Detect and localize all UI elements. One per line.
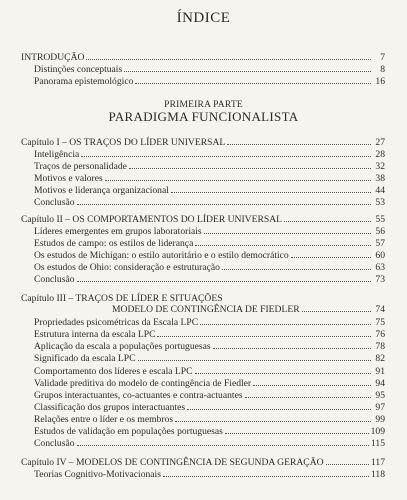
toc-entry-page: 28 <box>375 149 385 160</box>
leader-dots <box>225 426 369 434</box>
toc-entry-text: Os estudos de Michigan: o estilo autoritário e o estilo democrático <box>34 250 289 261</box>
toc-entry-text: Conclusão <box>34 274 75 285</box>
toc-entry-text: Distinções conceptuais <box>34 64 123 75</box>
chapter-title: Capítulo III – TRAÇOS DE LÍDER E SITUAÇÕES <box>21 293 223 304</box>
page-title: ÍNDICE <box>176 10 231 26</box>
leader-dots <box>135 76 371 84</box>
toc-entry <box>34 341 385 352</box>
leader-dots <box>187 402 371 410</box>
leader-dots <box>291 250 371 258</box>
toc-entry-text: Estudos de campo: os estilos de liderança <box>34 238 194 249</box>
toc-entry <box>34 226 385 237</box>
leader-dots <box>213 341 371 349</box>
chapter-subtitle: MODELO DE CONTINGÊNCIA DE FIEDLER <box>112 304 300 315</box>
leader-dots <box>302 304 371 312</box>
toc-entry <box>34 353 385 364</box>
toc-entry <box>34 149 385 160</box>
chapter-page: 27 <box>375 137 385 148</box>
part-title: PARADIGMA FUNCIONALISTA <box>108 109 299 124</box>
toc-entry-text: Motivos e valores <box>34 173 103 184</box>
leader-dots <box>326 457 369 465</box>
toc-entry-page: 99 <box>375 414 385 425</box>
toc-entry-text: Conclusão <box>34 197 75 208</box>
toc-entry-text: Validade preditiva do modelo de contingência de Fiedler <box>34 378 252 389</box>
toc-entry-text: Aplicação da escala a populações portuguesas <box>34 341 211 352</box>
toc-entry-text: Classificação dos grupos interactuantes <box>34 402 186 413</box>
toc-entry-text: Estrutura interna da escala LPC <box>34 329 156 340</box>
leader-dots <box>77 274 371 282</box>
leader-dots <box>195 238 371 246</box>
toc-entry <box>34 262 385 273</box>
leader-dots <box>171 185 371 193</box>
toc-entry-page: 118 <box>370 469 385 480</box>
toc-entry-page: 32 <box>375 161 385 172</box>
toc-entry-text: Conclusão <box>34 438 75 449</box>
toc-entry-page: 44 <box>375 185 385 196</box>
toc-entry-page: 60 <box>375 250 385 261</box>
toc-entry-page: 63 <box>375 262 385 273</box>
chapter-heading <box>112 304 385 315</box>
toc-entry-page: 57 <box>375 238 385 249</box>
toc-entry <box>34 390 385 401</box>
toc-entry-text: Motivos e liderança organizacional <box>34 185 169 196</box>
leader-dots <box>81 149 371 157</box>
chapter-title: Capítulo I – OS TRAÇOS DO LÍDER UNIVERSAL <box>21 137 226 148</box>
leader-dots <box>253 378 371 386</box>
toc-entry-text: Comportamento dos líderes e escala LPC <box>34 366 193 377</box>
toc-entry-text: Panorama epistemológico <box>34 76 134 87</box>
toc-entry-page: 56 <box>375 226 385 237</box>
toc-entry-text: Os estudos de Ohio: consideração e estruturação <box>34 262 220 273</box>
toc-entry-text: Significado da escala LPC <box>34 353 136 364</box>
toc-entry <box>34 64 385 75</box>
leader-dots <box>77 197 371 205</box>
toc-entry <box>34 274 385 285</box>
toc-entry <box>34 76 385 87</box>
toc-entry-page: 53 <box>375 197 385 208</box>
toc-entry <box>34 329 385 340</box>
toc-entry <box>34 197 385 208</box>
toc-entry <box>34 426 385 437</box>
toc-entry-text: Traços de personalidade <box>34 161 127 172</box>
toc-entry <box>34 438 385 449</box>
toc-entry-page: 76 <box>375 329 385 340</box>
toc-entry-page: 75 <box>375 317 385 328</box>
toc-entry-text: Propriedades psicométricas da Escala LPC <box>34 317 199 328</box>
toc-entry <box>34 238 385 249</box>
toc-entry <box>34 402 385 413</box>
leader-dots <box>129 161 371 169</box>
leader-dots <box>163 469 369 477</box>
toc-entry-text: Relações entre o líder e os membros <box>34 414 174 425</box>
leader-dots <box>245 390 371 398</box>
toc-entry <box>34 378 385 389</box>
toc-entry <box>34 317 385 328</box>
toc-entry-page: 115 <box>370 438 385 449</box>
leader-dots <box>284 214 371 222</box>
toc-entry-page: 91 <box>375 366 385 377</box>
toc-entry <box>34 414 385 425</box>
leader-dots <box>157 329 371 337</box>
chapter-page: 55 <box>375 214 385 225</box>
toc-entry <box>34 250 385 261</box>
toc-entry-page: 8 <box>380 64 385 75</box>
chapter-heading <box>21 457 385 468</box>
toc-entry <box>34 161 385 172</box>
toc-entry <box>21 52 385 63</box>
leader-dots <box>200 317 371 325</box>
leader-dots <box>77 438 369 446</box>
toc-entry-page: 38 <box>375 173 385 184</box>
toc-entry-page: 109 <box>370 426 385 437</box>
toc-entry <box>34 185 385 196</box>
toc-entry-page: 16 <box>375 76 385 87</box>
leader-dots <box>175 414 371 422</box>
part-label: PRIMEIRA PARTE <box>164 100 243 110</box>
toc-entry-text: Estudos de validação em populações portuguesas <box>34 426 223 437</box>
toc-entry-page: 73 <box>375 274 385 285</box>
leader-dots <box>222 262 371 270</box>
toc-entry <box>34 469 385 480</box>
toc-entry-page: 94 <box>375 378 385 389</box>
chapter-title: Capítulo II – OS COMPORTAMENTOS DO LÍDER UNIVERSAL <box>21 214 282 225</box>
chapter-page: 117 <box>370 457 385 468</box>
leader-dots <box>124 64 371 72</box>
chapter-heading <box>21 137 385 148</box>
toc-entry-text: Teorias Cognitivo-Motivacionais <box>34 469 161 480</box>
toc-entry-page: 7 <box>380 52 385 63</box>
toc-entry-text: Líderes emergentes em grupos laboratoriais <box>34 226 202 237</box>
chapter-heading <box>21 214 385 225</box>
toc-entry <box>34 366 385 377</box>
leader-dots <box>195 366 371 374</box>
toc-entry-page: 82 <box>375 353 385 364</box>
leader-dots <box>204 226 371 234</box>
chapter-page: 74 <box>375 304 385 315</box>
toc-entry-page: 97 <box>375 402 385 413</box>
toc-entry <box>34 173 385 184</box>
toc-entry-text: Grupos interactuantes, co-actuantes e contra-actuantes <box>34 390 243 401</box>
toc-entry-text: INTRODUÇÃO <box>21 52 85 63</box>
leader-dots <box>86 52 371 60</box>
toc-entry-page: 95 <box>375 390 385 401</box>
leader-dots <box>138 353 371 361</box>
toc-entry-page: 78 <box>375 341 385 352</box>
chapter-title: Capítulo IV – MODELOS DE CONTINGÊNCIA DE SEGUNDA GERAÇÃO <box>21 457 324 468</box>
leader-dots <box>227 137 371 145</box>
leader-dots <box>105 173 371 181</box>
toc-entry-text: Inteligência <box>34 149 80 160</box>
